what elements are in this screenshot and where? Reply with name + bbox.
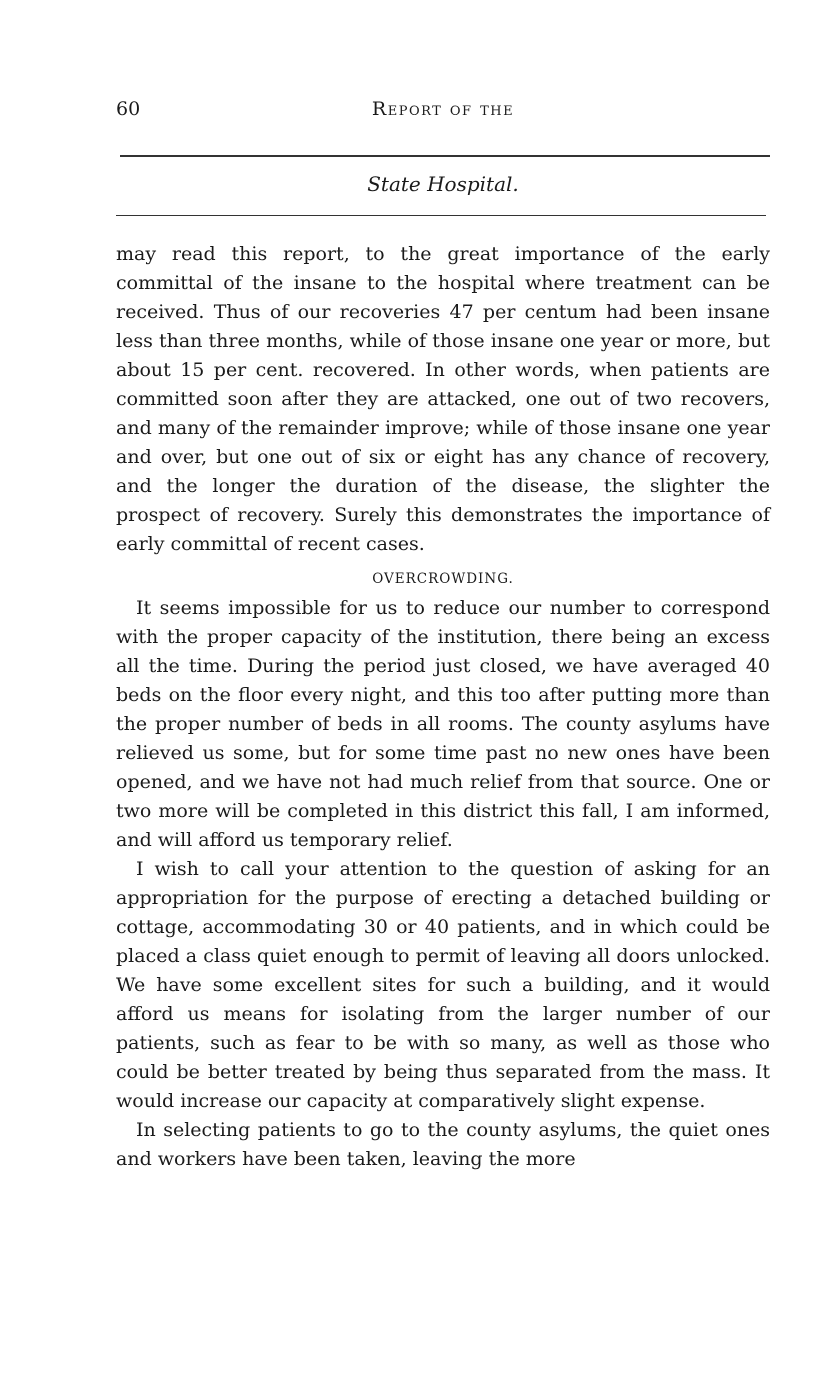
page-number: 60 xyxy=(116,98,141,120)
header-rule-bottom xyxy=(116,215,766,216)
body-text xyxy=(116,240,770,1174)
section-heading: OVERCROWDING. xyxy=(372,571,514,587)
paragraph: It seems impossible for us to reduce our number to correspond with the proper capacity of the institution, there being an excess all the time. During the period just closed, we have averaged 40 beds on the floor every night, and this too after putting more than the proper number of beds in all rooms. The county asylums have relieved us some, but for some time past no new ones have been opened, and we have not had much relief from that source. One or two more will be completed in this district this fall, I am informed, and will afford us temporary relief. xyxy=(116,597,770,851)
paragraph: may read this report, to the great importance of the early committal of the insane to the hospital where treatment can be received. Thus of our recoveries 47 per centum had been insane less than three months, while of those insane one year or more, but about 15 per cent. recovered. In other words, when patients are committed soon after they are attacked, one out of two recovers, and many of the remainder improve; while of those insane one year and over, but one out of six or eight has any chance of recovery, and the longer the duration of the disease, the slighter the prospect of recovery. Surely this demonstrates the importance of early committal of recent cases. xyxy=(116,243,770,555)
page-subtitle: State Hospital. xyxy=(367,172,519,196)
report-title: Report of the xyxy=(371,98,515,120)
paragraph: I wish to call your attention to the question of asking for an appropriation for the purpose of erecting a detached building or cottage, accommodating 30 or 40 patients, and in which could be placed a class quiet enough to permit of leaving all doors unlocked. We have some excellent sites for such a building, and it would afford us means for isolating from the larger number of our patients, such as fear to be with so many, as well as those who could be better treated by being thus separated from the mass. It would increase our capacity at comparatively slight expense. xyxy=(116,858,770,1112)
header-rule-top xyxy=(120,155,770,157)
paragraph: In selecting patients to go to the county asylums, the quiet ones and workers have been taken, leaving the more xyxy=(116,1119,770,1170)
running-head xyxy=(116,98,770,128)
